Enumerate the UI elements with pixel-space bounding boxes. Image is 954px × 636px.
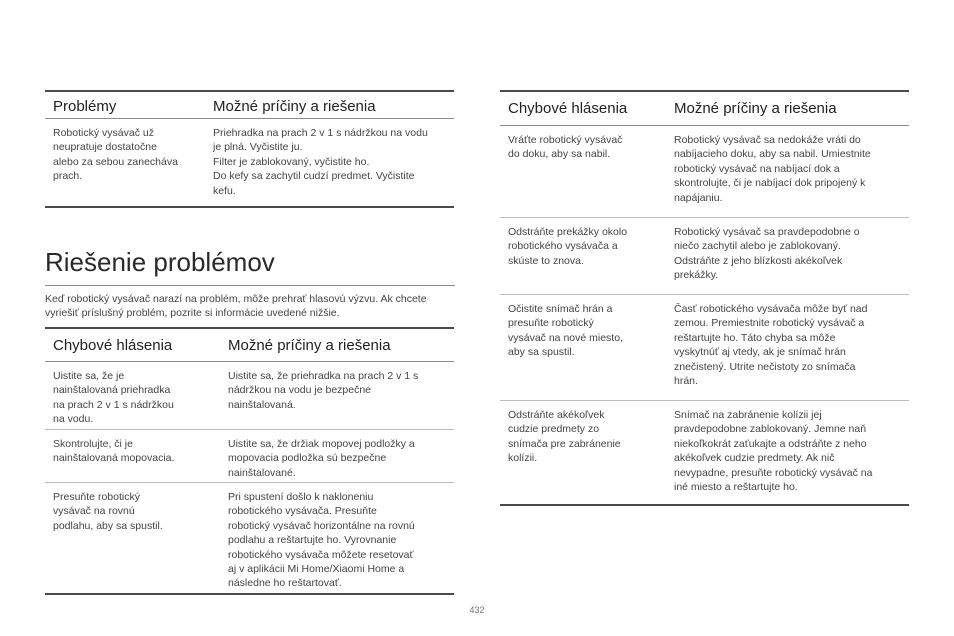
error-cell: Uistite sa, že je nainštalovaná priehradka na prach 2 v 1 s nádržkou na vodu. [53,370,174,426]
header-error-messages: Chybové hlásenia [508,100,628,117]
section-title: Riešenie problémov [45,247,275,277]
header-causes: Možné príčiny a riešenia [674,100,837,117]
cause-cell: Priehradka na prach 2 v 1 s nádržkou na vodu je plná. Vyčistite ju. Filter je zablokovaný, vyčistite ho. Do kefy sa zachytil cudzí predmet. Vyčistite kefu. [213,127,428,197]
table-row [45,483,454,593]
errors-table-right [500,90,909,506]
table-row [500,126,909,218]
error-cell: Skontrolujte, či je nainštalovaná mopovacia. [53,438,175,465]
table-header [45,329,454,362]
page-number: 432 [469,605,485,615]
cause-cell: Uistite sa, že priehradka na prach 2 v 1 s nádržkou na vodu je bezpečne nainštalovaná. [228,370,419,411]
cause-cell: Pri spustení došlo k nakloneniu robotického vysávača. Presuňte robotický vysávač horizontálne na rovnú podlahu a reštartujte ho. Vyrovnanie robotického vysávača môžete resetovať aj v aplikácii Mi Home/Xiaomi Home a následne ho reštartovať. [228,491,415,590]
table-header [500,92,909,126]
table-header [45,92,454,119]
header-causes: Možné príčiny a riešenia [228,337,391,354]
header-error-messages: Chybové hlásenia [53,337,173,354]
table-row [45,119,454,206]
errors-table-left [45,327,454,595]
header-problems: Problémy [53,98,117,115]
error-cell: Očistite snímač hrán a presuňte robotický vysávač na nové miesto, aby sa spustil. [508,303,623,359]
section-intro: Keď robotický vysávač narazí na problém, môže prehrať hlasovú výzvu. Ak chcete vyriešiť príslušný problém, pozrite si informácie uvedené nižšie. [45,285,455,321]
table-row [500,401,909,504]
table-row [500,295,909,401]
table-row [45,430,454,483]
cause-cell: Robotický vysávač sa nedokáže vráti do nabíjacieho doku, aby sa nabil. Umiestnite robotický vysávač na nabíjací dok a skontrolujte, či je nabíjací dok pripojený k napájaniu. [674,134,871,204]
problem-cell: Robotický vysávač už neupratuje dostatočne alebo za sebou zanecháva prach. [53,127,178,183]
header-causes: Možné príčiny a riešenia [213,98,376,115]
cause-cell: Snímač na zabránenie kolízii jej pravdepodobne zablokovaný. Jemne naň niekoľkokrát zaťukajte a odstráňte z neho akékoľvek cudzie predmety. Ak nič nevypadne, presuňte robotický vysávač na iné miesto a reštartujte ho. [674,409,873,494]
cause-cell: Uistite sa, že držiak mopovej podložky a mopovacia podložka sú bezpečne nainštalované. [228,438,415,479]
error-cell: Presuňte robotický vysávač na rovnú podlahu, aby sa spustil. [53,491,163,532]
table-row [500,218,909,295]
problems-table [45,90,454,208]
cause-cell: Robotický vysávač sa pravdepodobne o niečo zachytil alebo je zablokovaný. Odstráňte z jeho blízkosti akékoľvek prekážky. [674,226,860,282]
cause-cell: Časť robotického vysávača môže byť nad zemou. Premiestnite robotický vysávač a reštartujte ho. Táto chyba sa môže vyskytnúť aj vtedy, ak je snímač hrán znečistený. Utrite nečistoty zo snímača hrán. [674,303,868,388]
error-cell: Vráťte robotický vysávač do doku, aby sa nabil. [508,134,623,161]
table-row [45,362,454,430]
error-cell: Odstráňte prekážky okolo robotického vysávača a skúste to znova. [508,226,628,267]
error-cell: Odstráňte akékoľvek cudzie predmety zo snímača pre zabránenie kolízii. [508,409,621,465]
